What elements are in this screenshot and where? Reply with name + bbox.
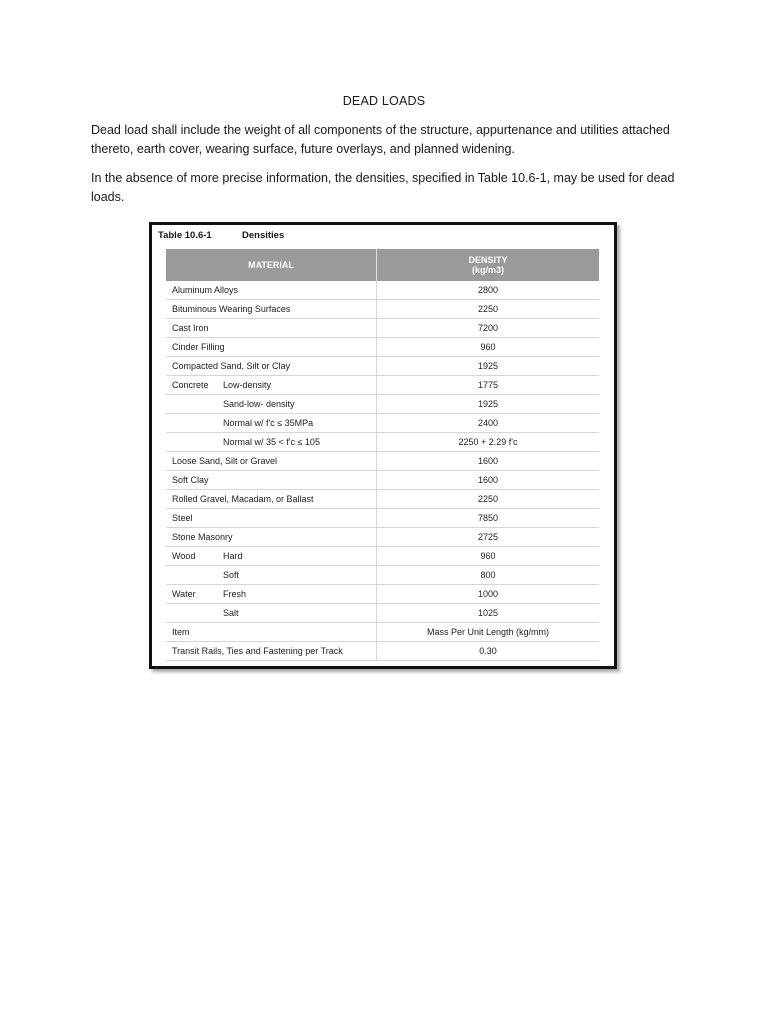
- material-name: Wood: [172, 551, 196, 561]
- header-density-unit: (kg/m3): [471, 265, 504, 275]
- material-subtype: Normal w/ 35 < f'c ≤ 105: [223, 437, 320, 447]
- material-cell: [166, 547, 377, 566]
- table-row: [166, 414, 599, 433]
- table-row: [166, 357, 599, 376]
- table-row: [166, 300, 599, 319]
- material-name: Cinder Filling: [172, 342, 225, 352]
- material-cell: [166, 357, 377, 376]
- table-caption: [158, 230, 284, 241]
- table-row: [166, 528, 599, 547]
- material-cell: [166, 642, 377, 661]
- material-name: Item: [172, 627, 190, 637]
- paragraph-dead-load-definition: Dead load shall include the weight of all components of the structure, appurtenance and utilities attached thereto, earth cover, wearing surface, future overlays, and planned widening.: [91, 123, 670, 156]
- material-subtype: Low-density: [223, 380, 272, 390]
- table-row: [166, 338, 599, 357]
- material-name: Aluminum Alloys: [172, 285, 239, 295]
- table-header-row: [166, 249, 599, 281]
- density-value: 1925: [377, 395, 600, 414]
- density-value: 1925: [377, 357, 600, 376]
- table-row: [166, 490, 599, 509]
- table-row: [166, 585, 599, 604]
- density-value: 2250 + 2.29 f'c: [377, 433, 600, 452]
- table-caption-number: Table 10.6-1: [158, 230, 212, 241]
- density-value: 0.30: [377, 642, 600, 661]
- material-name: Cast Iron: [172, 323, 209, 333]
- density-value: 960: [377, 547, 600, 566]
- density-value: 1775: [377, 376, 600, 395]
- material-cell: [166, 433, 377, 452]
- material-name: Transit Rails, Ties and Fastening per Track: [172, 646, 343, 656]
- density-value: 2800: [377, 281, 600, 300]
- table-caption-title: Densities: [242, 230, 285, 241]
- material-name: Compacted Sand, Silt or Clay: [172, 361, 291, 371]
- table-row: [166, 433, 599, 452]
- table-row: [166, 376, 599, 395]
- material-name: Bituminous Wearing Surfaces: [172, 304, 291, 314]
- material-cell: [166, 395, 377, 414]
- material-cell: [166, 528, 377, 547]
- density-value: 1000: [377, 585, 600, 604]
- density-value: 2250: [377, 490, 600, 509]
- table-body: [166, 281, 599, 661]
- header-density-label: DENSITY: [468, 255, 508, 265]
- density-value: 960: [377, 338, 600, 357]
- table-row: [166, 509, 599, 528]
- table-row: [166, 604, 599, 623]
- material-cell: [166, 338, 377, 357]
- density-value: 2250: [377, 300, 600, 319]
- densities-table-figure: [149, 222, 617, 669]
- table-row: [166, 319, 599, 338]
- table-row: [166, 623, 599, 642]
- density-value: Mass Per Unit Length (kg/mm): [377, 623, 600, 642]
- table-row: [166, 281, 599, 300]
- material-name: Loose Sand, Silt or Gravel: [172, 456, 278, 466]
- material-subtype: Sand-low- density: [223, 399, 295, 409]
- table-row: [166, 452, 599, 471]
- material-name: Water: [172, 589, 196, 599]
- material-name: Rolled Gravel, Macadam, or Ballast: [172, 494, 314, 504]
- density-value: 800: [377, 566, 600, 585]
- material-name: Soft Clay: [172, 475, 209, 485]
- material-subtype: Hard: [223, 551, 243, 561]
- material-cell: [166, 471, 377, 490]
- density-value: 1025: [377, 604, 600, 623]
- density-value: 2400: [377, 414, 600, 433]
- material-cell: [166, 585, 377, 604]
- material-cell: [166, 414, 377, 433]
- material-subtype: Salt: [223, 608, 239, 618]
- density-value: 2725: [377, 528, 600, 547]
- material-cell: [166, 509, 377, 528]
- table-row: [166, 395, 599, 414]
- material-cell: [166, 604, 377, 623]
- material-subtype: Soft: [223, 570, 240, 580]
- material-name: Stone Masonry: [172, 532, 233, 542]
- material-cell: [166, 319, 377, 338]
- table-row: [166, 471, 599, 490]
- densities-table: [166, 249, 599, 661]
- density-value: 7200: [377, 319, 600, 338]
- material-cell: [166, 452, 377, 471]
- material-cell: [166, 300, 377, 319]
- material-subtype: Fresh: [223, 589, 247, 599]
- paragraph-density-reference: In the absence of more precise information, the densities, specified in Table 10.6-1, may be used for dead loads.: [91, 171, 675, 204]
- material-name: Concrete: [172, 380, 209, 390]
- material-name: Steel: [172, 513, 193, 523]
- table-row: [166, 547, 599, 566]
- header-density: [377, 249, 600, 281]
- material-subtype: Normal w/ f'c ≤ 35MPa: [223, 418, 314, 428]
- density-value: 1600: [377, 471, 600, 490]
- density-value: 7850: [377, 509, 600, 528]
- material-cell: [166, 623, 377, 642]
- material-cell: [166, 376, 377, 395]
- density-value: 1600: [377, 452, 600, 471]
- material-cell: [166, 490, 377, 509]
- table-row: [166, 642, 599, 661]
- table-row: [166, 566, 599, 585]
- material-cell: [166, 281, 377, 300]
- header-material: MATERIAL: [166, 249, 377, 281]
- page-heading: DEAD LOADS: [342, 94, 426, 108]
- material-cell: [166, 566, 377, 585]
